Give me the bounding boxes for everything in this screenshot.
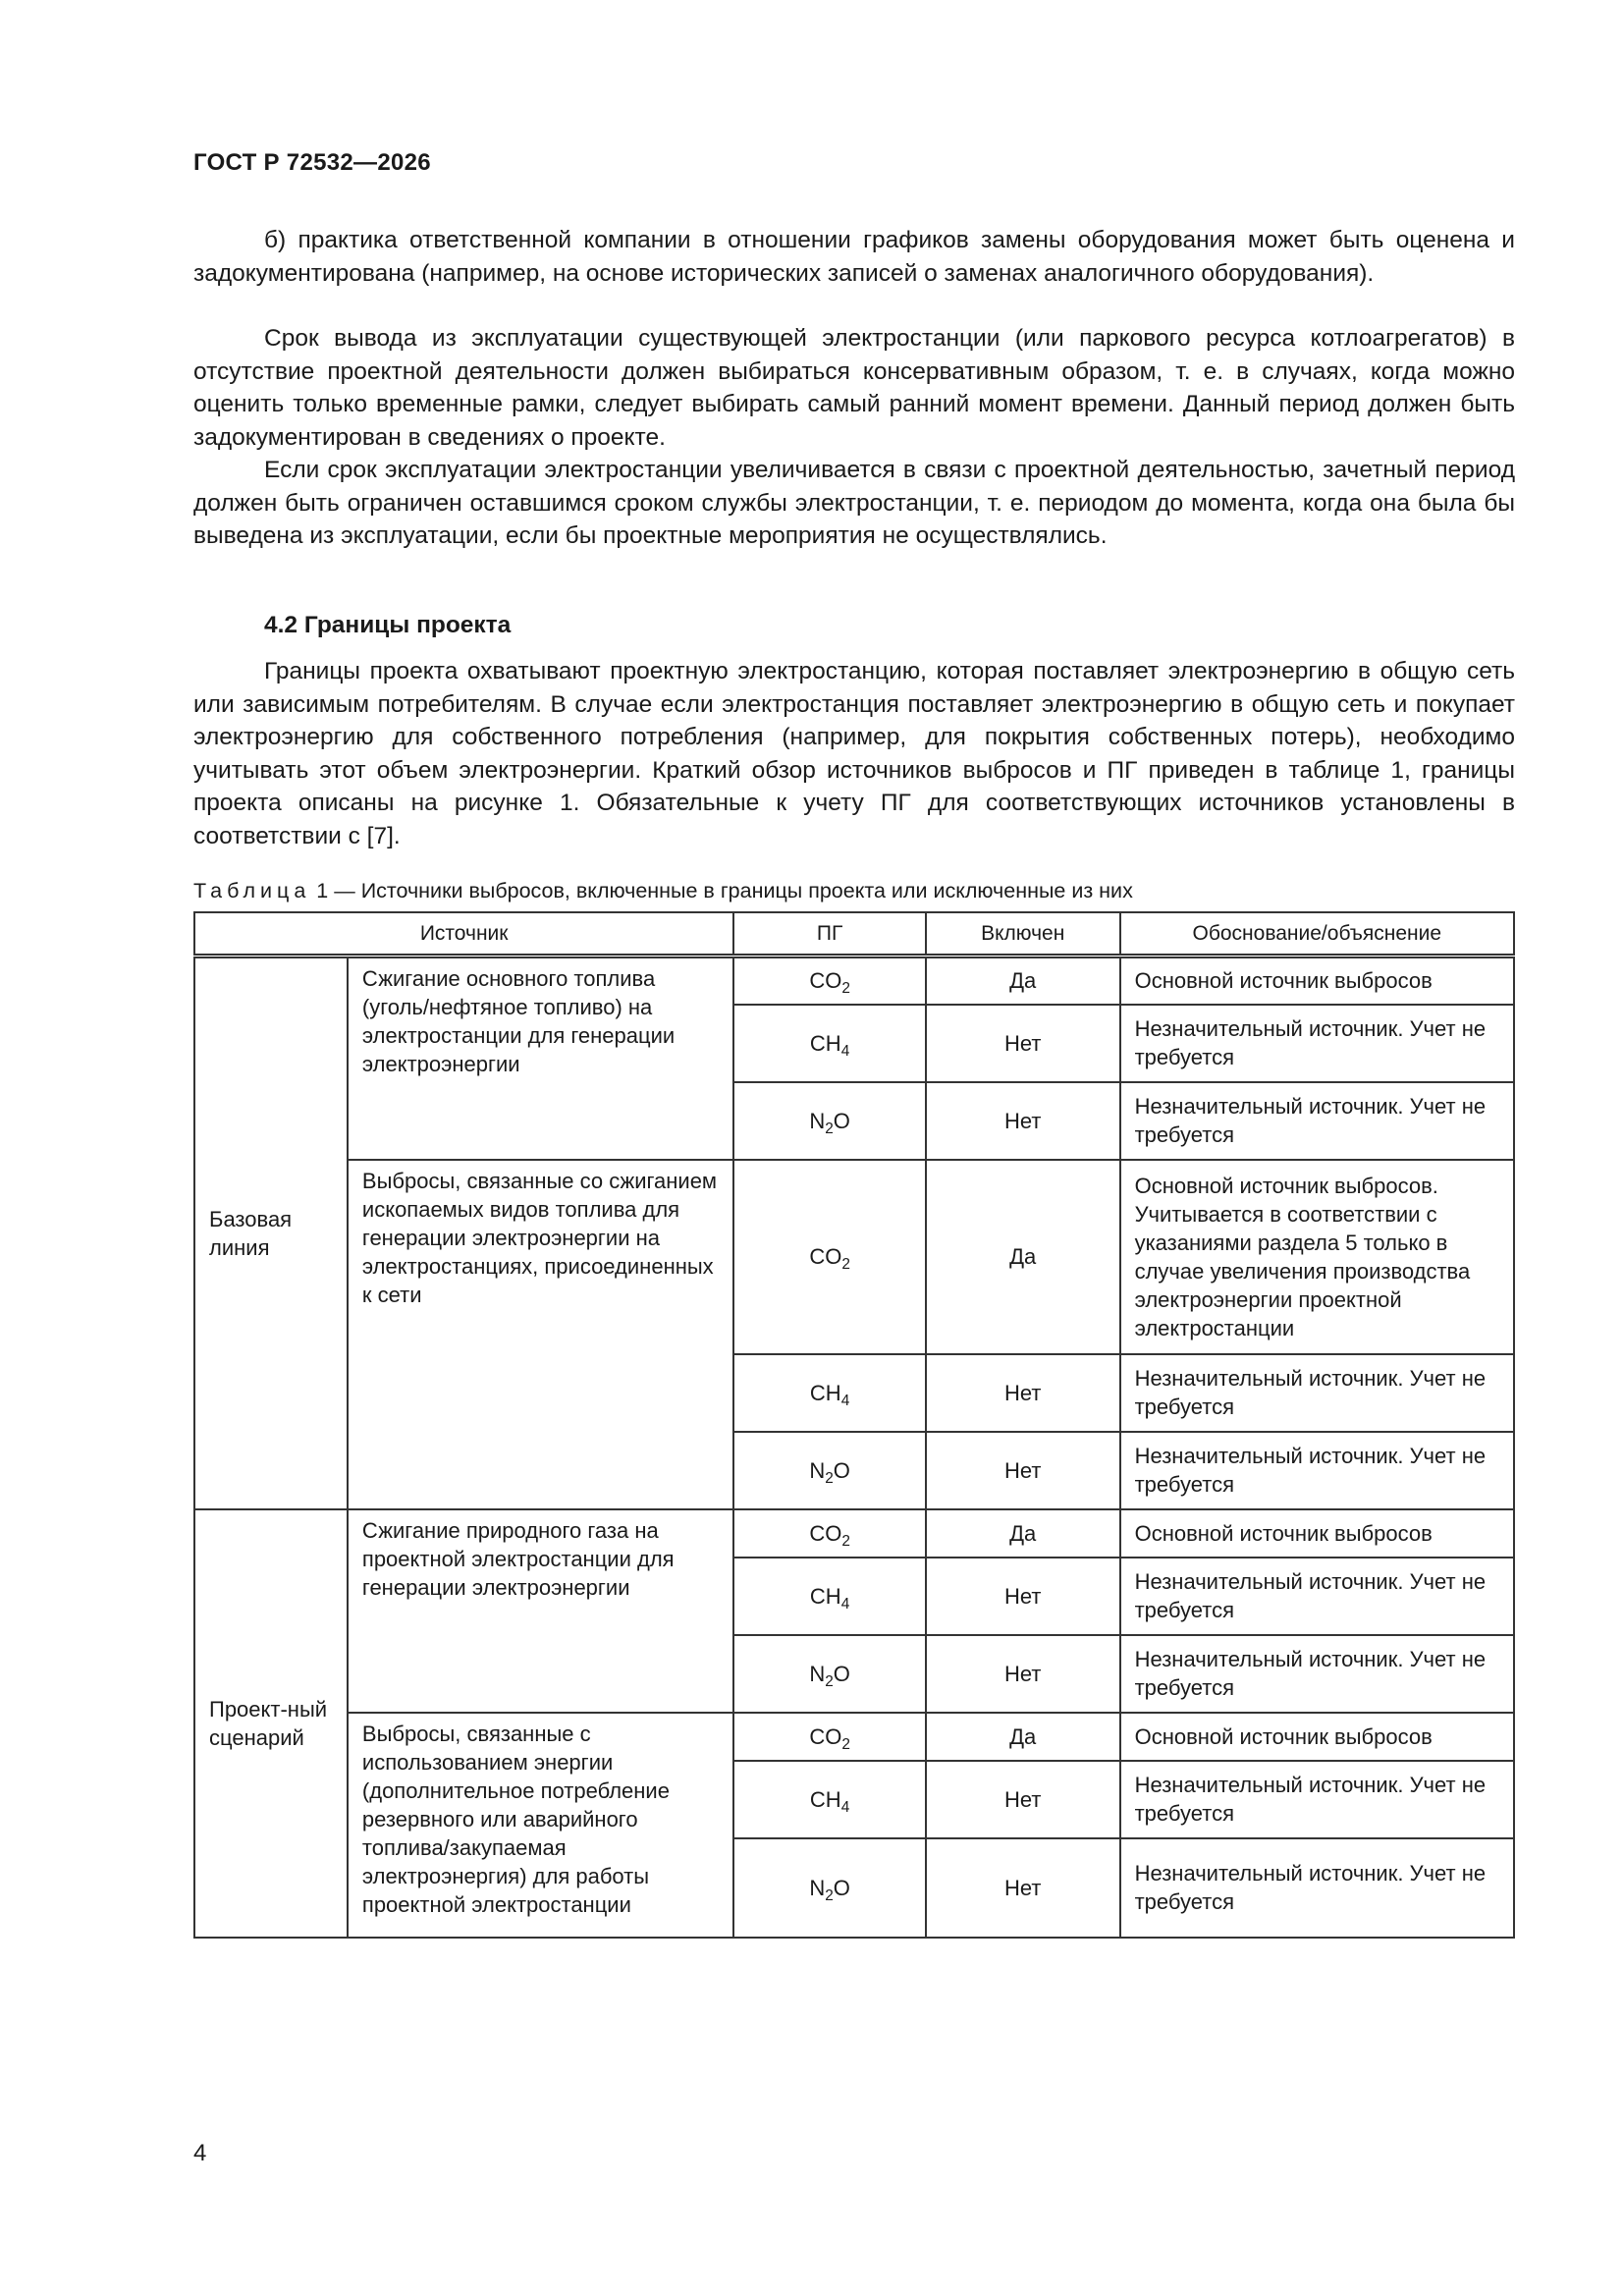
gas-cell: $CH_4$ (733, 1761, 926, 1838)
reason-cell: Основной источник выбросов (1120, 1713, 1514, 1761)
reason-cell: Незначительный источник. Учет не требуется (1120, 1838, 1514, 1938)
paragraph-text: Срок вывода из эксплуатации существующей электростанции (или паркового ресурса котлоагрегатов) в отсутствие проектной деятельности должен выбираться консервативным образом, т. е. в случаях, когда можно оценить только временные рамки, следует выбирать самый ранний момент времени. Данный период должен быть задокументирован в сведениях о проекте. (193, 325, 1515, 451)
paragraph-boundaries (193, 655, 1515, 852)
paragraph-lifetime (193, 454, 1515, 553)
paragraph-decommission (193, 322, 1515, 454)
reason-cell: Основной источник выбросов (1120, 957, 1514, 1005)
table-caption-text: 1 — Источники выбросов, включенные в границы проекта или исключенные из них (310, 879, 1133, 902)
paragraph-b (193, 224, 1515, 290)
included-cell: Нет (926, 1432, 1120, 1509)
gas-cell: $CO_2$ (733, 1713, 926, 1761)
header-source: Источник (194, 912, 733, 957)
included-cell: Нет (926, 1082, 1120, 1160)
reason-cell: Незначительный источник. Учет не требуется (1120, 1558, 1514, 1635)
reason-cell: Незначительный источник. Учет не требуется (1120, 1635, 1514, 1713)
reason-cell: Незначительный источник. Учет не требуется (1120, 1005, 1514, 1082)
source-cell: Сжигание основного топлива (уголь/нефтяное топливо) на электростанции для генерации электроэнергии (348, 957, 733, 1160)
included-cell: Да (926, 1713, 1120, 1761)
included-cell: Нет (926, 1005, 1120, 1082)
gas-cell: $N_2O$ (733, 1082, 926, 1160)
source-cell: Сжигание природного газа на проектной электростанции для генерации электроэнергии (348, 1509, 733, 1713)
included-cell: Нет (926, 1558, 1120, 1635)
included-cell: Нет (926, 1761, 1120, 1838)
category-project: Проект-ный сценарий (194, 1509, 348, 1938)
paragraph-text: Если срок эксплуатации электростанции увеличивается в связи с проектной деятельностью, зачетный период должен быть ограничен оставшимся сроком службы электростанции, т. е. периодом до момента, когда она была бы выведена из эксплуатации, если бы проектные мероприятия не осуществлялись. (193, 457, 1515, 549)
source-cell: Выбросы, связанные со сжиганием ископаемых видов топлива для генерации электроэнергии на электростанциях, присоединенных к сети (348, 1160, 733, 1509)
emission-sources-table (193, 911, 1515, 1939)
included-cell: Да (926, 1160, 1120, 1354)
gas-cell: $CH_4$ (733, 1558, 926, 1635)
gas-cell: $N_2O$ (733, 1432, 926, 1509)
included-cell: Нет (926, 1838, 1120, 1938)
page-number: 4 (193, 2140, 207, 2166)
header-gas: ПГ (733, 912, 926, 957)
paragraph-text: б) практика ответственной компании в отношении графиков замены оборудования может быть оценена и задокументирована (например, на основе исторических записей о заменах аналогичного оборудования). (193, 227, 1515, 287)
gas-cell: $CH_4$ (733, 1005, 926, 1082)
table-row (194, 1160, 1514, 1354)
gas-cell: $CO_2$ (733, 1509, 926, 1558)
included-cell: Нет (926, 1635, 1120, 1713)
header-included: Включен (926, 912, 1120, 957)
table-row (194, 1509, 1514, 1558)
gas-cell: $N_2O$ (733, 1838, 926, 1938)
table-header-row (194, 912, 1514, 957)
category-baseline: Базовая линия (194, 957, 348, 1509)
section-heading: 4.2 Границы проекта (264, 612, 512, 638)
table-row (194, 1713, 1514, 1761)
paragraph-text: Границы проекта охватывают проектную электростанцию, которая поставляет электроэнергию в общую сеть или зависимым потребителям. В случае если электростанция поставляет электроэнергию в общую сеть и покупает электроэнергию для собственного потребления (например, для покрытия собственных потерь), необходимо учитывать этот объем электроэнергии. Краткий обзор источников выбросов и ПГ приведен в таблице 1, границы проекта описаны на рисунке 1. Обязательные к учету ПГ для соответствующих источников установлены в соответствии с [7]. (193, 658, 1515, 849)
source-cell: Выбросы, связанные с использованием энергии (дополнительное потребление резервного или аварийного топлива/закупаемая электроэнергия) для работы проектной электростанции (348, 1713, 733, 1938)
gas-cell: $CO_2$ (733, 957, 926, 1005)
reason-cell: Основной источник выбросов (1120, 1509, 1514, 1558)
gas-cell: $CO_2$ (733, 1160, 926, 1354)
document-header: ГОСТ Р 72532—2026 (193, 149, 431, 176)
included-cell: Нет (926, 1354, 1120, 1432)
included-cell: Да (926, 1509, 1120, 1558)
reason-cell: Незначительный источник. Учет не требуется (1120, 1082, 1514, 1160)
gas-cell: $N_2O$ (733, 1635, 926, 1713)
reason-cell: Незначительный источник. Учет не требуется (1120, 1432, 1514, 1509)
gas-cell: $CH_4$ (733, 1354, 926, 1432)
reason-cell: Незначительный источник. Учет не требуется (1120, 1761, 1514, 1838)
table-caption (193, 879, 1133, 903)
included-cell: Да (926, 957, 1120, 1005)
reason-cell: Незначительный источник. Учет не требуется (1120, 1354, 1514, 1432)
reason-cell: Основной источник выбросов. Учитывается в соответствии с указаниями раздела 5 только в случае увеличения производства электроэнергии проектной электростанции (1120, 1160, 1514, 1354)
table-row (194, 957, 1514, 1005)
table-caption-label: Таблица (193, 879, 311, 902)
header-reason: Обоснование/объяснение (1120, 912, 1514, 957)
